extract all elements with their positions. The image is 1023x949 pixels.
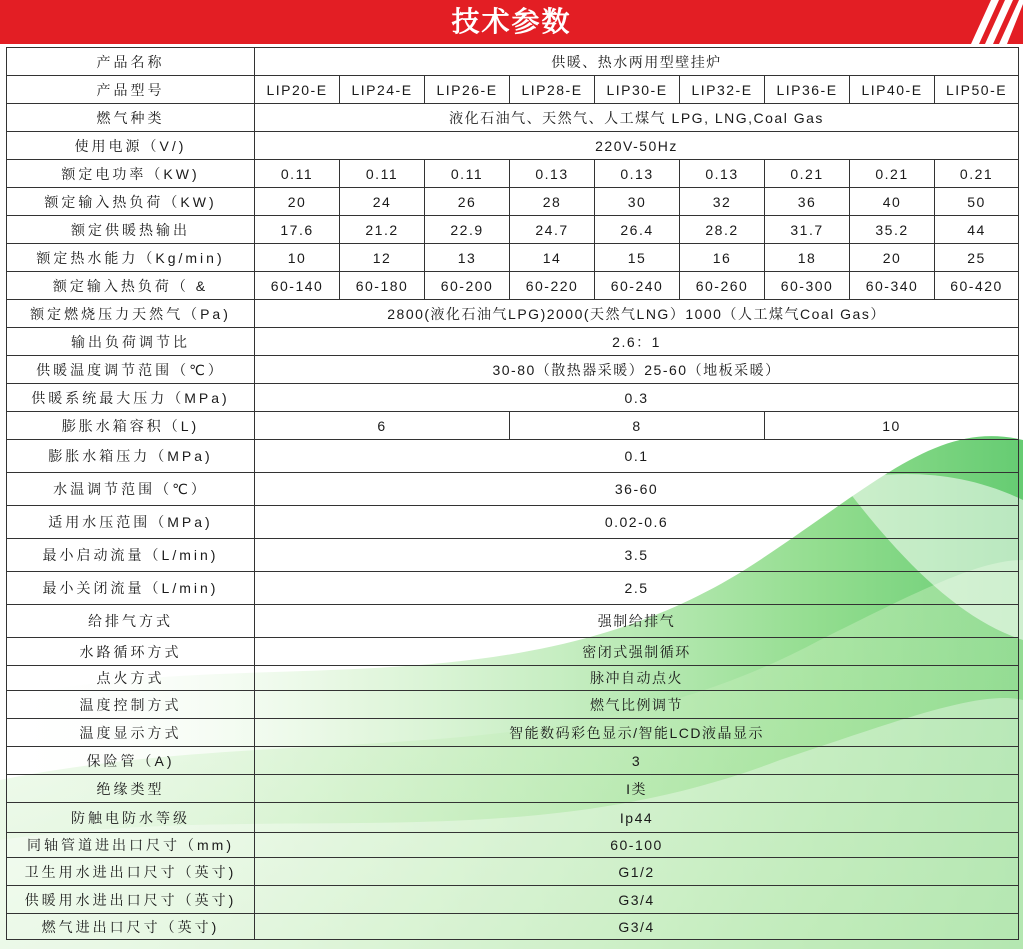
row-label: 点火方式 xyxy=(7,666,255,691)
value-cell: 0.21 xyxy=(935,160,1019,188)
row-label: 额定燃烧压力天然气（Pa) xyxy=(7,300,255,328)
model-cell: LIP50-E xyxy=(935,76,1019,104)
row-value: G1/2 xyxy=(255,858,1019,886)
value-cell: 60-240 xyxy=(595,272,680,300)
value-cell: 24.7 xyxy=(510,216,595,244)
row-tank-vol xyxy=(7,412,1019,440)
value-cell: 60-340 xyxy=(850,272,935,300)
value-cell: 0.13 xyxy=(680,160,765,188)
value-cell: 0.13 xyxy=(595,160,680,188)
model-cell: LIP24-E xyxy=(340,76,425,104)
value-cell: 17.6 xyxy=(255,216,340,244)
value-cell: 30 xyxy=(595,188,680,216)
row-label: 适用水压范围（MPa) xyxy=(7,506,255,539)
row-label: 供暖温度调节范围（℃） xyxy=(7,356,255,384)
row-value: 2.6：1 xyxy=(255,328,1019,356)
row-label: 同轴管道进出口尺寸（mm) xyxy=(7,833,255,858)
value-cell: 60-180 xyxy=(340,272,425,300)
row-value: 2.5 xyxy=(255,572,1019,605)
header-banner xyxy=(0,0,1023,44)
value-cell: 18 xyxy=(765,244,850,272)
row-sanitary xyxy=(7,858,1019,886)
row-value: 燃气比例调节 xyxy=(255,691,1019,719)
row-heat-in2 xyxy=(7,272,1019,300)
value-cell: 0.21 xyxy=(765,160,850,188)
row-label: 膨胀水箱容积（L) xyxy=(7,412,255,440)
row-label: 供暖用水进出口尺寸（英寸) xyxy=(7,886,255,914)
row-value: 30-80（散热器采暖）25-60（地板采暖） xyxy=(255,356,1019,384)
model-cell: LIP40-E xyxy=(850,76,935,104)
value-cell: 0.11 xyxy=(255,160,340,188)
row-value: 0.02-0.6 xyxy=(255,506,1019,539)
row-ratio xyxy=(7,328,1019,356)
value-cell: 20 xyxy=(850,244,935,272)
row-label: 温度控制方式 xyxy=(7,691,255,719)
row-waterproof xyxy=(7,803,1019,833)
row-hot-water xyxy=(7,244,1019,272)
row-value: G3/4 xyxy=(255,886,1019,914)
value-cell: 0.21 xyxy=(850,160,935,188)
row-value: 密闭式强制循环 xyxy=(255,638,1019,666)
value-cell: 60-220 xyxy=(510,272,595,300)
row-label: 供暖系统最大压力（MPa) xyxy=(7,384,255,412)
value-cell: 21.2 xyxy=(340,216,425,244)
row-power xyxy=(7,132,1019,160)
row-heating-pipe xyxy=(7,886,1019,914)
row-ignition xyxy=(7,666,1019,691)
row-min-start xyxy=(7,539,1019,572)
row-water-cycle xyxy=(7,638,1019,666)
value-cell: 8 xyxy=(510,412,765,440)
row-label: 额定热水能力（Kg/min) xyxy=(7,244,255,272)
row-value: 60-100 xyxy=(255,833,1019,858)
row-label: 温度显示方式 xyxy=(7,719,255,747)
row-label: 最小关闭流量（L/min) xyxy=(7,572,255,605)
row-label: 额定输入热负荷（ & xyxy=(7,272,255,300)
row-name xyxy=(7,48,1019,76)
row-pressure xyxy=(7,300,1019,328)
row-label: 额定输入热负荷（KW) xyxy=(7,188,255,216)
value-cell: 12 xyxy=(340,244,425,272)
row-label: 额定供暖热输出 xyxy=(7,216,255,244)
row-model xyxy=(7,76,1019,104)
row-value: 智能数码彩色显示/智能LCD液晶显示 xyxy=(255,719,1019,747)
row-max-pressure xyxy=(7,384,1019,412)
value-cell: 60-140 xyxy=(255,272,340,300)
row-heat-in xyxy=(7,188,1019,216)
row-value: 强制给排气 xyxy=(255,605,1019,638)
row-label: 燃气进出口尺寸（英寸) xyxy=(7,914,255,940)
value-cell: 44 xyxy=(935,216,1019,244)
row-value: 0.3 xyxy=(255,384,1019,412)
value-cell: 36 xyxy=(765,188,850,216)
row-exhaust xyxy=(7,605,1019,638)
row-insulation xyxy=(7,775,1019,803)
row-value: 220V-50Hz xyxy=(255,132,1019,160)
model-cell: LIP20-E xyxy=(255,76,340,104)
row-gas-pipe xyxy=(7,914,1019,940)
row-label: 膨胀水箱压力（MPa) xyxy=(7,440,255,473)
row-temp-range xyxy=(7,356,1019,384)
row-value: 液化石油气、天然气、人工煤气 LPG, LNG,Coal Gas xyxy=(255,104,1019,132)
row-label: 水温调节范围（℃） xyxy=(7,473,255,506)
value-cell: 60-200 xyxy=(425,272,510,300)
value-cell: 25 xyxy=(935,244,1019,272)
value-cell: 31.7 xyxy=(765,216,850,244)
model-cell: LIP26-E xyxy=(425,76,510,104)
value-cell: 24 xyxy=(340,188,425,216)
value-cell: 32 xyxy=(680,188,765,216)
value-cell: 10 xyxy=(255,244,340,272)
value-cell: 28 xyxy=(510,188,595,216)
row-value: 2800(液化石油气LPG)2000(天然气LNG）1000（人工煤气Coal Gas） xyxy=(255,300,1019,328)
row-gas xyxy=(7,104,1019,132)
row-value: 3 xyxy=(255,747,1019,775)
model-cell: LIP32-E xyxy=(680,76,765,104)
row-water-temp xyxy=(7,473,1019,506)
row-label: 使用电源（V/) xyxy=(7,132,255,160)
value-cell: 14 xyxy=(510,244,595,272)
row-label: 给排气方式 xyxy=(7,605,255,638)
value-cell: 15 xyxy=(595,244,680,272)
value-cell: 0.11 xyxy=(425,160,510,188)
model-cell: LIP28-E xyxy=(510,76,595,104)
row-label: 保险管（A) xyxy=(7,747,255,775)
row-elec xyxy=(7,160,1019,188)
value-cell: 50 xyxy=(935,188,1019,216)
row-temp-display xyxy=(7,719,1019,747)
value-cell: 60-260 xyxy=(680,272,765,300)
row-heat-out xyxy=(7,216,1019,244)
value-cell: 6 xyxy=(255,412,510,440)
row-value: 3.5 xyxy=(255,539,1019,572)
value-cell: 10 xyxy=(765,412,1019,440)
model-cell: LIP30-E xyxy=(595,76,680,104)
value-cell: 22.9 xyxy=(425,216,510,244)
row-label: 额定电功率（KW) xyxy=(7,160,255,188)
row-label: 产品名称 xyxy=(7,48,255,76)
value-cell: 28.2 xyxy=(680,216,765,244)
row-tank-pressure xyxy=(7,440,1019,473)
model-cell: LIP36-E xyxy=(765,76,850,104)
value-cell: 60-420 xyxy=(935,272,1019,300)
row-label: 产品型号 xyxy=(7,76,255,104)
spec-table xyxy=(6,47,1019,940)
row-label: 燃气种类 xyxy=(7,104,255,132)
row-value: 供暖、热水两用型壁挂炉 xyxy=(255,48,1019,76)
row-temp-control xyxy=(7,691,1019,719)
value-cell: 26 xyxy=(425,188,510,216)
row-label: 防触电防水等级 xyxy=(7,803,255,833)
value-cell: 35.2 xyxy=(850,216,935,244)
row-label: 水路循环方式 xyxy=(7,638,255,666)
row-value: G3/4 xyxy=(255,914,1019,940)
row-value: 36-60 xyxy=(255,473,1019,506)
page-title: 技术参数 xyxy=(451,6,572,37)
row-value: I类 xyxy=(255,775,1019,803)
row-coaxial xyxy=(7,833,1019,858)
row-value: 脉冲自动点火 xyxy=(255,666,1019,691)
row-label: 绝缘类型 xyxy=(7,775,255,803)
row-label: 卫生用水进出口尺寸（英寸) xyxy=(7,858,255,886)
value-cell: 40 xyxy=(850,188,935,216)
row-value: 0.1 xyxy=(255,440,1019,473)
row-label: 输出负荷调节比 xyxy=(7,328,255,356)
row-water-pressure xyxy=(7,506,1019,539)
value-cell: 26.4 xyxy=(595,216,680,244)
row-label: 最小启动流量（L/min) xyxy=(7,539,255,572)
row-min-close xyxy=(7,572,1019,605)
value-cell: 13 xyxy=(425,244,510,272)
value-cell: 0.13 xyxy=(510,160,595,188)
value-cell: 60-300 xyxy=(765,272,850,300)
value-cell: 20 xyxy=(255,188,340,216)
value-cell: 16 xyxy=(680,244,765,272)
value-cell: 0.11 xyxy=(340,160,425,188)
row-value: Ip44 xyxy=(255,803,1019,833)
row-fuse xyxy=(7,747,1019,775)
